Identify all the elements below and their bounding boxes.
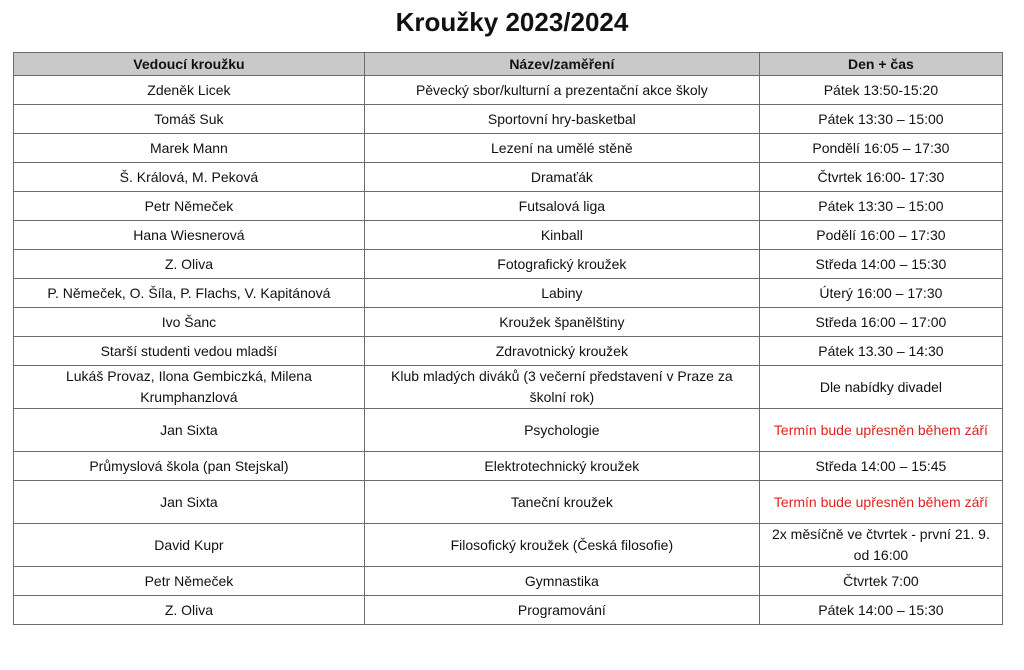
table-row bbox=[14, 134, 1003, 163]
table-row bbox=[14, 221, 1003, 250]
cell-time: Dle nabídky divadel bbox=[759, 366, 1002, 409]
cell-leader: Hana Wiesnerová bbox=[14, 221, 365, 250]
cell-name: Psychologie bbox=[364, 409, 759, 452]
cell-time: Pátek 13:30 – 15:00 bbox=[759, 192, 1002, 221]
table-row bbox=[14, 596, 1003, 625]
cell-name: Klub mladých diváků (3 večerní představení v Praze za školní rok) bbox=[364, 366, 759, 409]
table-row bbox=[14, 163, 1003, 192]
table-row bbox=[14, 76, 1003, 105]
cell-time-pending: Termín bude upřesněn během září bbox=[759, 481, 1002, 524]
cell-leader: Lukáš Provaz, Ilona Gembiczká, Milena Krumphanzlová bbox=[14, 366, 365, 409]
cell-leader: Š. Králová, M. Peková bbox=[14, 163, 365, 192]
table-row bbox=[14, 409, 1003, 452]
cell-name: Kinball bbox=[364, 221, 759, 250]
cell-name: Futsalová liga bbox=[364, 192, 759, 221]
cell-leader: Průmyslová škola (pan Stejskal) bbox=[14, 452, 365, 481]
cell-leader: Ivo Šanc bbox=[14, 308, 365, 337]
table-row bbox=[14, 192, 1003, 221]
cell-name: Filosofický kroužek (Česká filosofie) bbox=[364, 524, 759, 567]
cell-time: Čtvrtek 16:00- 17:30 bbox=[759, 163, 1002, 192]
cell-leader: David Kupr bbox=[14, 524, 365, 567]
cell-time-pending: Termín bude upřesněn během září bbox=[759, 409, 1002, 452]
cell-name: Elektrotechnický kroužek bbox=[364, 452, 759, 481]
cell-leader: Starší studenti vedou mladší bbox=[14, 337, 365, 366]
cell-leader: Petr Němeček bbox=[14, 567, 365, 596]
table-header-row bbox=[14, 53, 1003, 76]
cell-leader: Marek Mann bbox=[14, 134, 365, 163]
cell-leader: Tomáš Suk bbox=[14, 105, 365, 134]
cell-leader: Jan Sixta bbox=[14, 409, 365, 452]
clubs-table bbox=[13, 52, 1003, 625]
cell-name: Zdravotnický kroužek bbox=[364, 337, 759, 366]
cell-leader: Z. Oliva bbox=[14, 250, 365, 279]
cell-time: Středa 14:00 – 15:30 bbox=[759, 250, 1002, 279]
cell-name: Lezení na umělé stěně bbox=[364, 134, 759, 163]
cell-name: Pěvecký sbor/kulturní a prezentační akce školy bbox=[364, 76, 759, 105]
cell-leader: P. Němeček, O. Šíla, P. Flachs, V. Kapitánová bbox=[14, 279, 365, 308]
table-row bbox=[14, 105, 1003, 134]
page-title: Kroužky 2023/2024 bbox=[395, 7, 629, 37]
table-row bbox=[14, 481, 1003, 524]
cell-time: Středa 14:00 – 15:45 bbox=[759, 452, 1002, 481]
table-row bbox=[14, 452, 1003, 481]
table-row bbox=[14, 567, 1003, 596]
cell-leader: Petr Němeček bbox=[14, 192, 365, 221]
cell-time: 2x měsíčně ve čtvrtek - první 21. 9. od 16:00 bbox=[759, 524, 1002, 567]
cell-time: Pátek 13.30 – 14:30 bbox=[759, 337, 1002, 366]
cell-time: Středa 16:00 – 17:00 bbox=[759, 308, 1002, 337]
cell-time: Pátek 14:00 – 15:30 bbox=[759, 596, 1002, 625]
cell-name: Sportovní hry-basketbal bbox=[364, 105, 759, 134]
table-row bbox=[14, 279, 1003, 308]
cell-name: Labiny bbox=[364, 279, 759, 308]
table-row bbox=[14, 250, 1003, 279]
cell-name: Taneční kroužek bbox=[364, 481, 759, 524]
table-row bbox=[14, 337, 1003, 366]
cell-time: Úterý 16:00 – 17:30 bbox=[759, 279, 1002, 308]
cell-time: Podělí 16:00 – 17:30 bbox=[759, 221, 1002, 250]
cell-name: Fotografický kroužek bbox=[364, 250, 759, 279]
cell-time: Pondělí 16:05 – 17:30 bbox=[759, 134, 1002, 163]
header-name: Název/zaměření bbox=[364, 53, 759, 76]
cell-leader: Zdeněk Licek bbox=[14, 76, 365, 105]
table-row bbox=[14, 366, 1003, 409]
cell-leader: Jan Sixta bbox=[14, 481, 365, 524]
cell-leader: Z. Oliva bbox=[14, 596, 365, 625]
cell-name: Gymnastika bbox=[364, 567, 759, 596]
header-time: Den + čas bbox=[759, 53, 1002, 76]
cell-time: Čtvrtek 7:00 bbox=[759, 567, 1002, 596]
cell-name: Kroužek španělštiny bbox=[364, 308, 759, 337]
cell-name: Dramaťák bbox=[364, 163, 759, 192]
table-row bbox=[14, 308, 1003, 337]
header-leader: Vedoucí kroužku bbox=[14, 53, 365, 76]
cell-name: Programování bbox=[364, 596, 759, 625]
cell-time: Pátek 13:30 – 15:00 bbox=[759, 105, 1002, 134]
cell-time: Pátek 13:50-15:20 bbox=[759, 76, 1002, 105]
table-row bbox=[14, 524, 1003, 567]
